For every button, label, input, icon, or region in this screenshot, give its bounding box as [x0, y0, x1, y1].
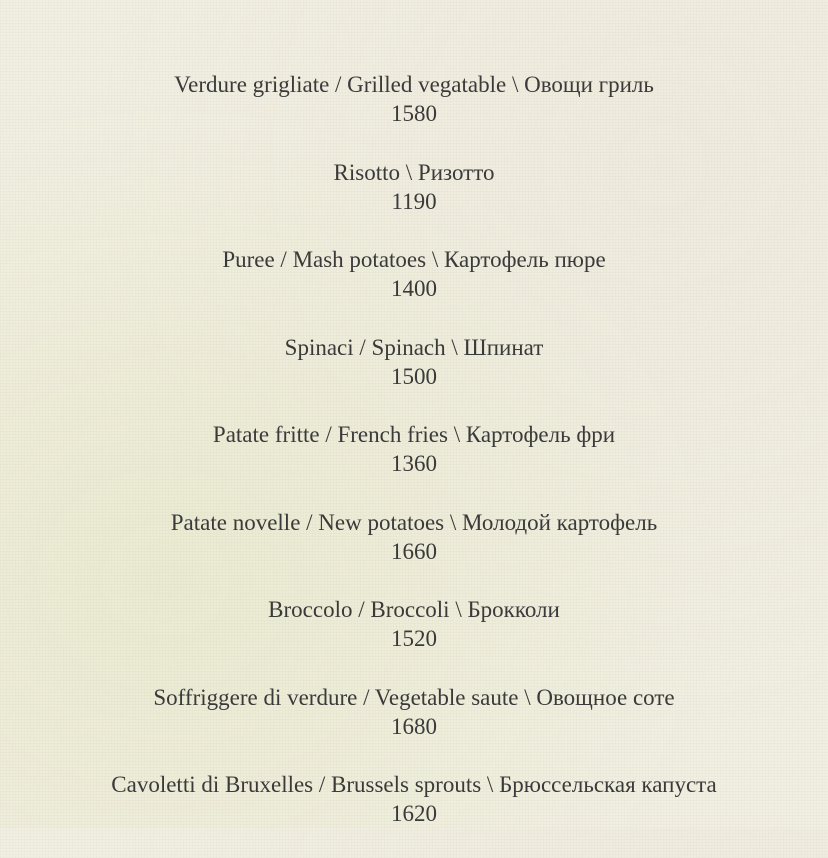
menu-item-price: 1620 [391, 801, 437, 826]
menu-item-name: Soffriggere di verdure / Vegetable saute \ Овощное соте [153, 684, 675, 710]
menu-item-french-fries [0, 420, 828, 508]
menu-item-price: 1660 [391, 538, 437, 564]
menu-item-name: Spinaci / Spinach \ Шпинат [284, 334, 544, 360]
menu-item-vegetable-saute [0, 683, 828, 771]
menu-item-price: 1680 [391, 713, 437, 739]
menu-item-name: Risotto \ Ризотто [333, 159, 495, 185]
menu-item-risotto [0, 158, 828, 246]
menu-item-price: 1500 [391, 363, 437, 389]
menu-item-name: Cavoletti di Bruxelles / Brussels sprouts \ Брюссельская капуста [111, 772, 717, 797]
menu-item-name: Patate fritte / French fries \ Картофель фри [212, 422, 616, 447]
menu-list [0, 70, 828, 858]
menu-item-name: Verdure grigliate / Grilled vegatable \ Овощи гриль [174, 72, 654, 97]
menu-item-price: 1190 [391, 188, 437, 214]
menu-item-name: Puree / Mash potatoes \ Картофель пюре [222, 247, 606, 272]
menu-item-price: 1580 [391, 101, 437, 126]
menu-item-mash-potatoes [0, 245, 828, 333]
menu-item-new-potatoes [0, 508, 828, 596]
menu-item-price: 1360 [391, 451, 437, 476]
menu-item-broccoli [0, 595, 828, 683]
menu-item-price: 1400 [391, 276, 437, 301]
menu-item-price: 1520 [391, 626, 437, 651]
menu-item-spinach [0, 333, 828, 421]
menu-item-name: Broccolo / Broccoli \ Брокколи [268, 597, 560, 622]
menu-item-brussels-sprouts [0, 770, 828, 858]
menu-item-grilled-vegetable [0, 70, 828, 158]
menu-item-name: Patate novelle / New potatoes \ Молодой картофель [170, 509, 658, 535]
